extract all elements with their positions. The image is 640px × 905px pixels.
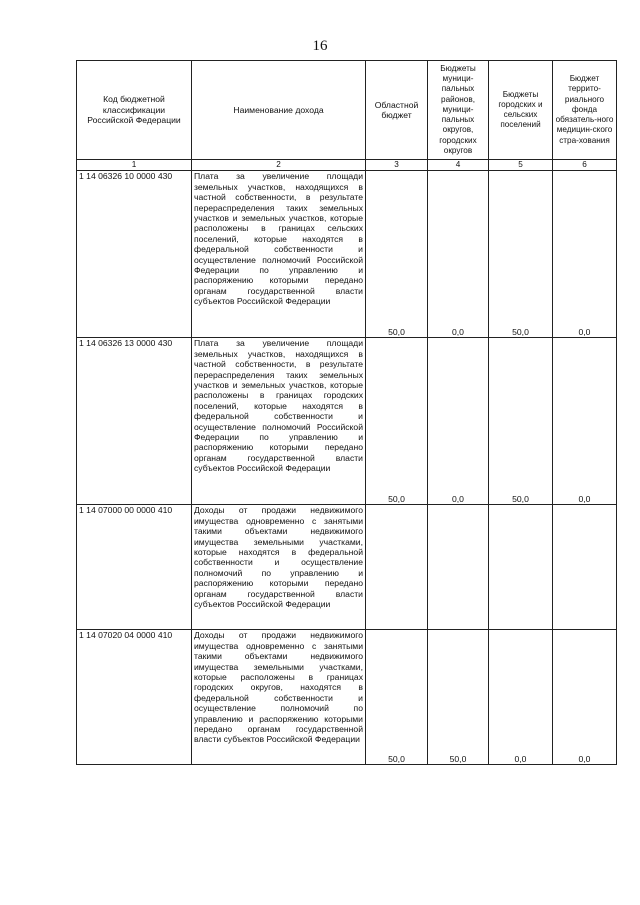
oblast-value: 50,0: [366, 630, 428, 765]
budget-code: 1 14 06326 13 0000 430: [77, 338, 192, 505]
column-number: 6: [553, 160, 617, 171]
table-row: [77, 505, 617, 630]
revenue-name: Плата за увеличение площади земельных участков, находящихся в частной собственности, в результате перераспределения таких земельных участков и земельных участков, которые расположены в границах сельских поселений, которые находятся в федеральной собственности и осуществление полномочий Российской Федерации по управлению и распоряжению которыми передано органам государственной власти субъектов Российской Федерации: [192, 171, 366, 338]
column-number: 4: [428, 160, 489, 171]
settlements-value: 50,0: [489, 171, 553, 338]
budget-code: 1 14 06326 10 0000 430: [77, 171, 192, 338]
settlements-value: 0,0: [489, 630, 553, 765]
foms-value: [553, 505, 617, 630]
foms-value: 0,0: [553, 338, 617, 505]
foms-value: 0,0: [553, 171, 617, 338]
revenue-name: Доходы от продажи недвижимого имущества одновременно с занятыми такими объектами недвижимого имущества земельными участками, которые расположены в границах городских округов, находятся в федеральной собственности и осуществление полномочий по управлению и распоряжению которыми передано органам государственной власти субъектов Российской Федерации: [192, 630, 366, 765]
foms-value: 0,0: [553, 630, 617, 765]
settlements-value: [489, 505, 553, 630]
column-number: 5: [489, 160, 553, 171]
header-code: Код бюджетной классификации Российской Федерации: [77, 61, 192, 160]
oblast-value: [366, 505, 428, 630]
revenue-name: Доходы от продажи недвижимого имущества одновременно с занятыми такими объектами недвижимого имущества земельными участками, которые находятся в федеральной собственности и осуществление полномочий по управлению и распоряжению которыми передано органам государственной власти субъектов Российской Федерации: [192, 505, 366, 630]
page-number: 16: [312, 38, 328, 54]
header-name: Наименование дохода: [192, 61, 366, 160]
header-foms-budget: Бюджет террито-риального фонда обязатель-ного медицин-ского стра-хования: [553, 61, 617, 160]
column-number: 3: [366, 160, 428, 171]
header-settlement-budgets: Бюджеты городских и сельских поселений: [489, 61, 553, 160]
revenue-name: Плата за увеличение площади земельных участков, находящихся в частной собственности, в результате перераспределения таких земельных участков и земельных участков, которые расположены в границах городских поселений, которые находятся в федеральной собственности и осуществление полномочий Российской Федерации по управлению и распоряжению которыми передано органам государственной власти субъектов Российской Федерации: [192, 338, 366, 505]
column-number: 1: [77, 160, 192, 171]
municipal-value: 0,0: [428, 171, 489, 338]
header-oblast-budget: Областной бюджет: [366, 61, 428, 160]
header-municipal-budgets: Бюджеты муници-пальных районов, муници-пальных округов, городских округов: [428, 61, 489, 160]
budget-code: 1 14 07020 04 0000 410: [77, 630, 192, 765]
table-row: [77, 338, 617, 505]
table-row: [77, 630, 617, 765]
oblast-value: 50,0: [366, 171, 428, 338]
municipal-value: [428, 505, 489, 630]
table-header-row: [77, 61, 617, 160]
column-number-row: [77, 160, 617, 171]
budget-code: 1 14 07000 00 0000 410: [77, 505, 192, 630]
municipal-value: 0,0: [428, 338, 489, 505]
table-row: [77, 171, 617, 338]
oblast-value: 50,0: [366, 338, 428, 505]
revenue-distribution-table: [76, 60, 617, 765]
municipal-value: 50,0: [428, 630, 489, 765]
settlements-value: 50,0: [489, 338, 553, 505]
column-number: 2: [192, 160, 366, 171]
